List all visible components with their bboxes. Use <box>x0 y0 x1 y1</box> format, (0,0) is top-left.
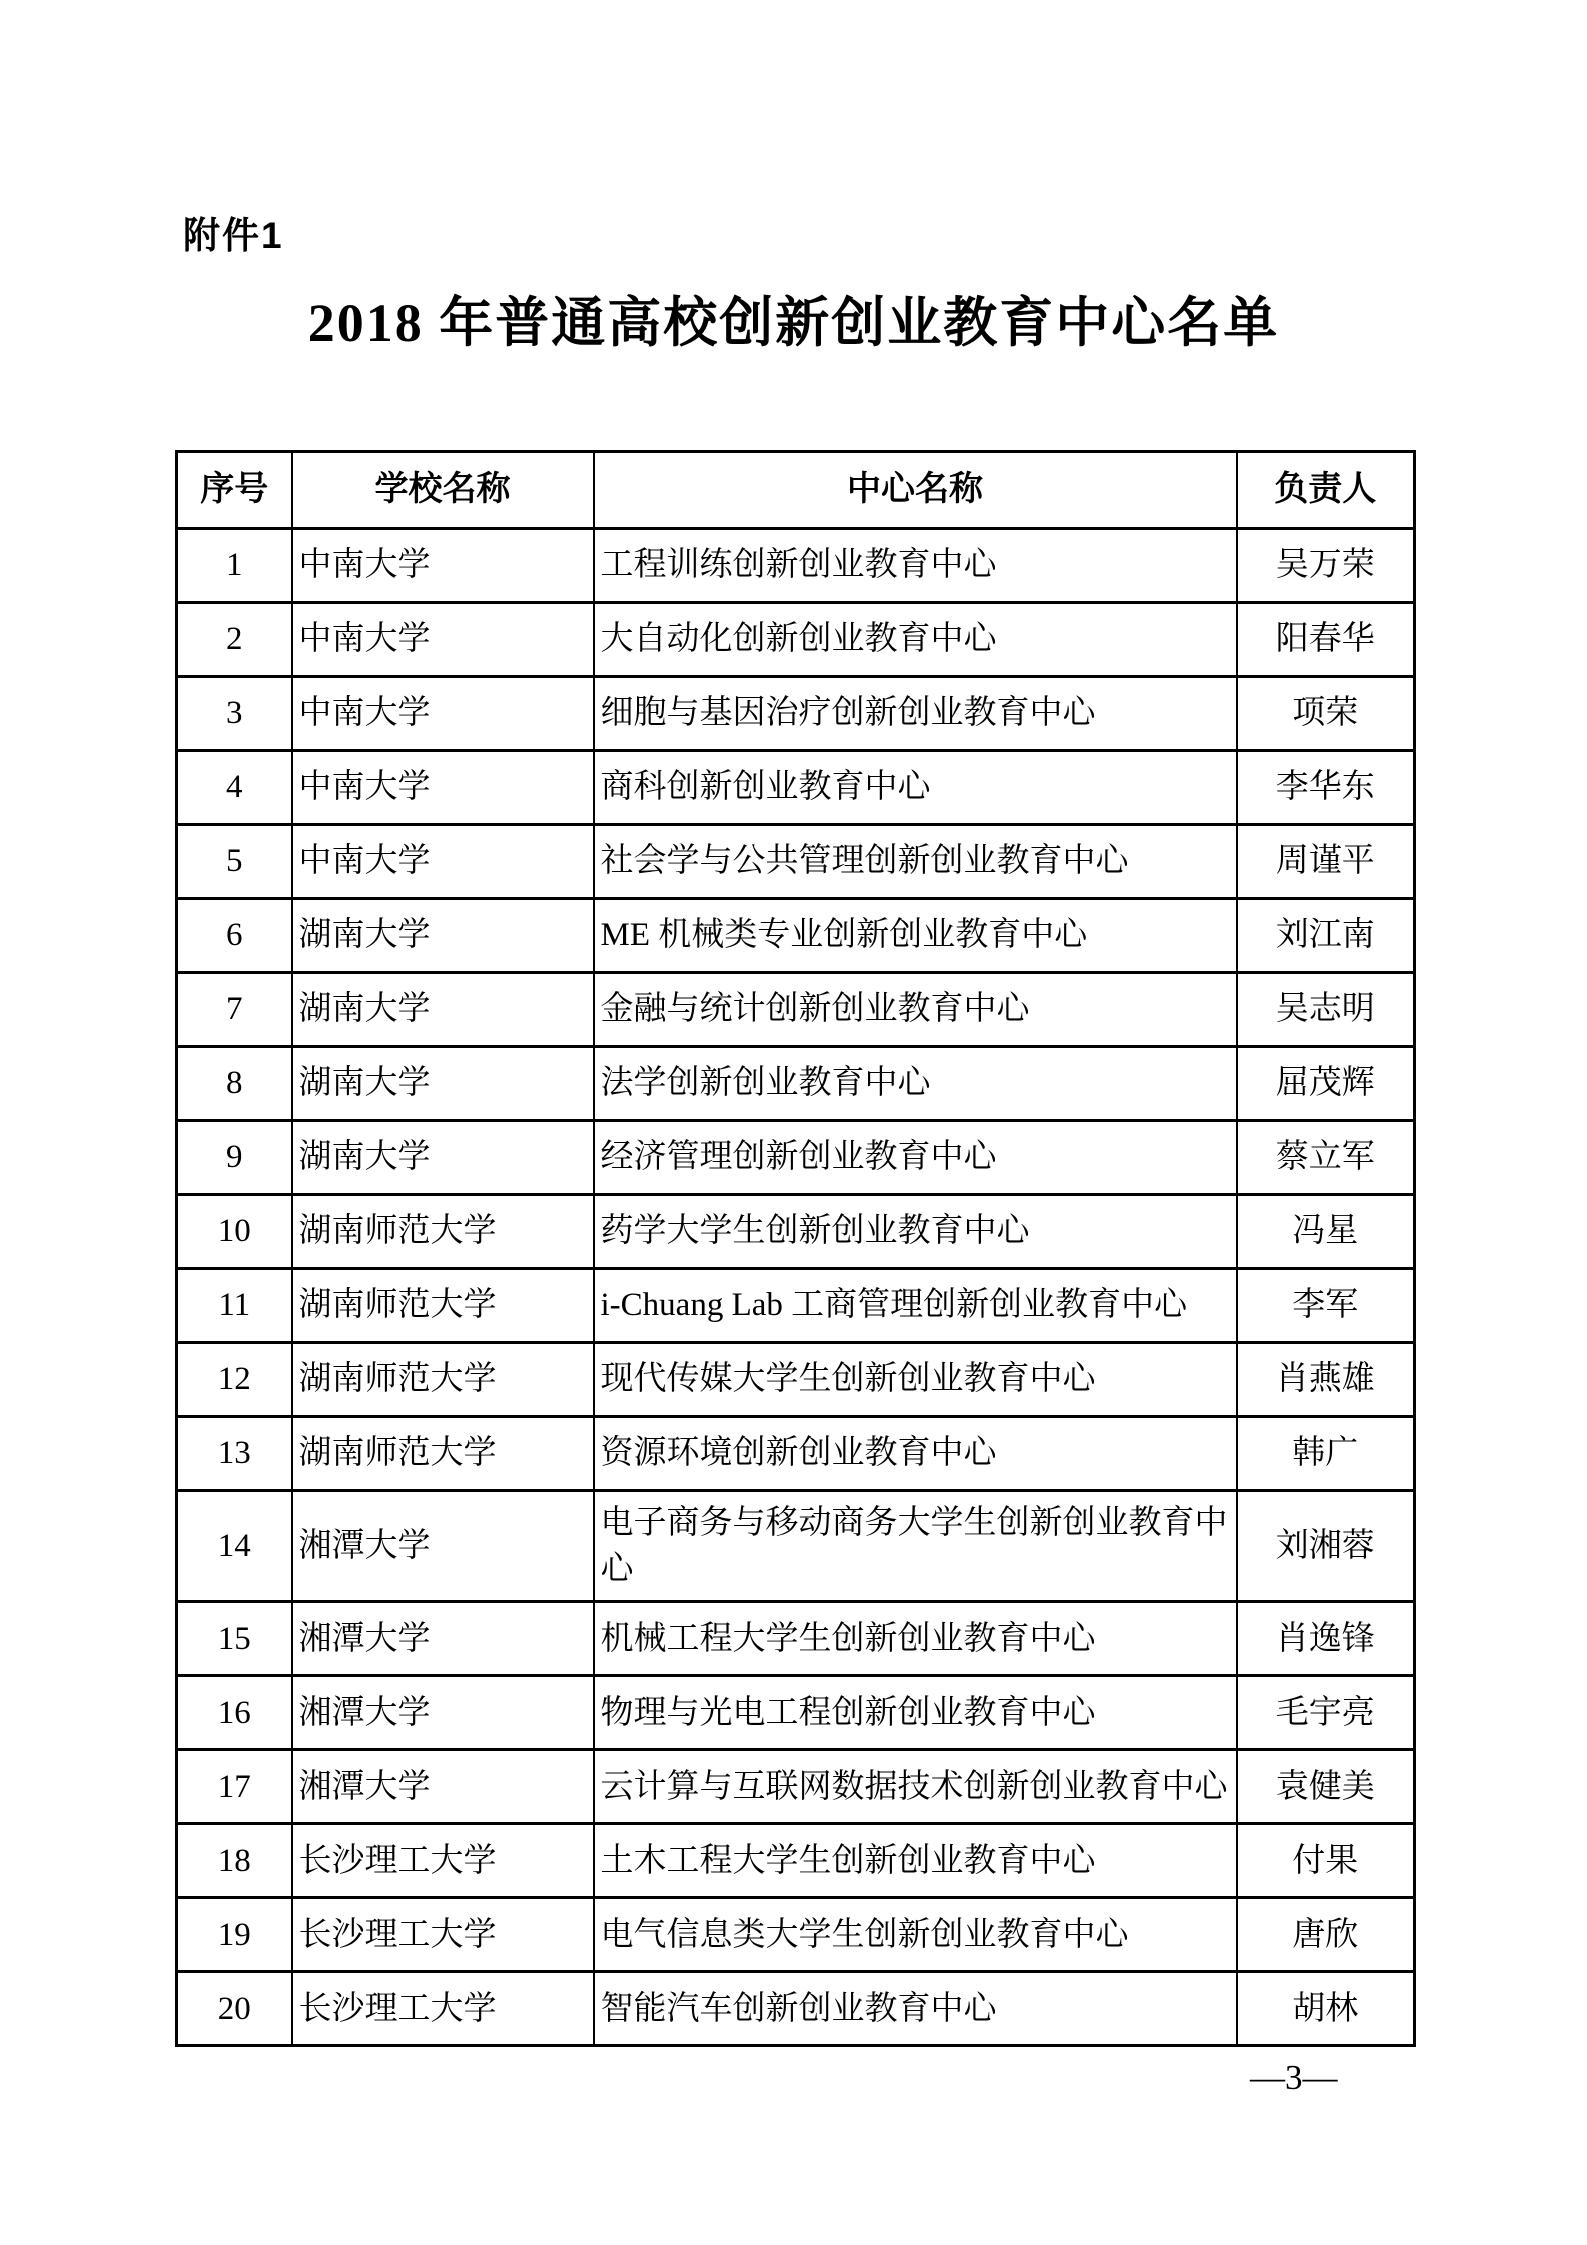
leader-name-cell: 蔡立军 <box>1237 1121 1415 1195</box>
row-number-cell: 9 <box>177 1121 292 1195</box>
leader-name-cell: 刘江南 <box>1237 899 1415 973</box>
school-name-cell: 湘潭大学 <box>292 1750 594 1824</box>
page-number: —3— <box>1250 2058 1338 2097</box>
row-number-cell: 11 <box>177 1269 292 1343</box>
table-row <box>177 1898 1415 1972</box>
center-name-cell: 经济管理创新创业教育中心 <box>594 1121 1237 1195</box>
center-name-cell: ME 机械类专业创新创业教育中心 <box>594 899 1237 973</box>
leader-name-cell: 李华东 <box>1237 751 1415 825</box>
center-name-cell: 现代传媒大学生创新创业教育中心 <box>594 1343 1237 1417</box>
column-header-center: 中心名称 <box>594 452 1237 529</box>
school-name-cell: 中南大学 <box>292 603 594 677</box>
leader-name-cell: 肖逸锋 <box>1237 1602 1415 1676</box>
row-number-cell: 15 <box>177 1602 292 1676</box>
leader-name-cell: 吴万荣 <box>1237 529 1415 603</box>
leader-name-cell: 袁健美 <box>1237 1750 1415 1824</box>
table-row <box>177 751 1415 825</box>
row-number-cell: 10 <box>177 1195 292 1269</box>
table-row <box>177 1602 1415 1676</box>
leader-name-cell: 屈茂辉 <box>1237 1047 1415 1121</box>
school-name-cell: 长沙理工大学 <box>292 1824 594 1898</box>
row-number-cell: 1 <box>177 529 292 603</box>
center-name-cell: i-Chuang Lab 工商管理创新创业教育中心 <box>594 1269 1237 1343</box>
center-name-cell: 电气信息类大学生创新创业教育中心 <box>594 1898 1237 1972</box>
table-row <box>177 529 1415 603</box>
table-row <box>177 603 1415 677</box>
center-name-cell: 云计算与互联网数据技术创新创业教育中心 <box>594 1750 1237 1824</box>
leader-name-cell: 付果 <box>1237 1824 1415 1898</box>
center-name-cell: 大自动化创新创业教育中心 <box>594 603 1237 677</box>
school-name-cell: 长沙理工大学 <box>292 1898 594 1972</box>
school-name-cell: 湖南师范大学 <box>292 1417 594 1491</box>
school-name-cell: 中南大学 <box>292 677 594 751</box>
table-row <box>177 1676 1415 1750</box>
row-number-cell: 8 <box>177 1047 292 1121</box>
leader-name-cell: 项荣 <box>1237 677 1415 751</box>
school-name-cell: 湖南师范大学 <box>292 1269 594 1343</box>
center-name-cell: 机械工程大学生创新创业教育中心 <box>594 1602 1237 1676</box>
leader-name-cell: 肖燕雄 <box>1237 1343 1415 1417</box>
table-header-row <box>177 452 1415 529</box>
row-number-cell: 16 <box>177 1676 292 1750</box>
table-row <box>177 1824 1415 1898</box>
school-name-cell: 中南大学 <box>292 529 594 603</box>
table-row <box>177 1972 1415 2046</box>
table-row <box>177 1491 1415 1602</box>
table-body <box>177 529 1415 2046</box>
leader-name-cell: 李军 <box>1237 1269 1415 1343</box>
table-row <box>177 1343 1415 1417</box>
leader-name-cell: 吴志明 <box>1237 973 1415 1047</box>
row-number-cell: 19 <box>177 1898 292 1972</box>
row-number-cell: 13 <box>177 1417 292 1491</box>
table-row <box>177 973 1415 1047</box>
row-number-cell: 17 <box>177 1750 292 1824</box>
table-row <box>177 677 1415 751</box>
center-name-cell: 社会学与公共管理创新创业教育中心 <box>594 825 1237 899</box>
table-row <box>177 899 1415 973</box>
row-number-cell: 14 <box>177 1491 292 1602</box>
table-row <box>177 1269 1415 1343</box>
table-row <box>177 1750 1415 1824</box>
center-name-cell: 工程训练创新创业教育中心 <box>594 529 1237 603</box>
center-name-cell: 金融与统计创新创业教育中心 <box>594 973 1237 1047</box>
table-row <box>177 1195 1415 1269</box>
school-name-cell: 湖南大学 <box>292 1121 594 1195</box>
school-name-cell: 长沙理工大学 <box>292 1972 594 2046</box>
table-row <box>177 1121 1415 1195</box>
row-number-cell: 2 <box>177 603 292 677</box>
center-name-cell: 药学大学生创新创业教育中心 <box>594 1195 1237 1269</box>
school-name-cell: 湖南师范大学 <box>292 1343 594 1417</box>
column-header-school: 学校名称 <box>292 452 594 529</box>
leader-name-cell: 毛宇亮 <box>1237 1676 1415 1750</box>
column-header-no: 序号 <box>177 452 292 529</box>
centers-table <box>175 450 1416 2047</box>
center-name-cell: 商科创新创业教育中心 <box>594 751 1237 825</box>
center-name-cell: 智能汽车创新创业教育中心 <box>594 1972 1237 2046</box>
row-number-cell: 7 <box>177 973 292 1047</box>
table-row <box>177 825 1415 899</box>
row-number-cell: 12 <box>177 1343 292 1417</box>
center-name-cell: 法学创新创业教育中心 <box>594 1047 1237 1121</box>
school-name-cell: 湘潭大学 <box>292 1491 594 1602</box>
center-name-cell: 电子商务与移动商务大学生创新创业教育中心 <box>594 1491 1237 1602</box>
row-number-cell: 5 <box>177 825 292 899</box>
center-name-cell: 土木工程大学生创新创业教育中心 <box>594 1824 1237 1898</box>
leader-name-cell: 胡林 <box>1237 1972 1415 2046</box>
school-name-cell: 湖南师范大学 <box>292 1195 594 1269</box>
school-name-cell: 湖南大学 <box>292 973 594 1047</box>
leader-name-cell: 周谨平 <box>1237 825 1415 899</box>
center-name-cell: 物理与光电工程创新创业教育中心 <box>594 1676 1237 1750</box>
school-name-cell: 中南大学 <box>292 751 594 825</box>
leader-name-cell: 冯星 <box>1237 1195 1415 1269</box>
row-number-cell: 4 <box>177 751 292 825</box>
leader-name-cell: 刘湘蓉 <box>1237 1491 1415 1602</box>
table-row <box>177 1417 1415 1491</box>
school-name-cell: 中南大学 <box>292 825 594 899</box>
school-name-cell: 湘潭大学 <box>292 1602 594 1676</box>
leader-name-cell: 韩广 <box>1237 1417 1415 1491</box>
school-name-cell: 湘潭大学 <box>292 1676 594 1750</box>
row-number-cell: 3 <box>177 677 292 751</box>
row-number-cell: 6 <box>177 899 292 973</box>
center-name-cell: 细胞与基因治疗创新创业教育中心 <box>594 677 1237 751</box>
leader-name-cell: 阳春华 <box>1237 603 1415 677</box>
table-row <box>177 1047 1415 1121</box>
row-number-cell: 18 <box>177 1824 292 1898</box>
school-name-cell: 湖南大学 <box>292 899 594 973</box>
leader-name-cell: 唐欣 <box>1237 1898 1415 1972</box>
row-number-cell: 20 <box>177 1972 292 2046</box>
school-name-cell: 湖南大学 <box>292 1047 594 1121</box>
attachment-label: 附件1 <box>183 215 284 256</box>
column-header-leader: 负责人 <box>1237 452 1415 529</box>
document-title: 2018 年普通高校创新创业教育中心名单 <box>307 293 1280 353</box>
center-name-cell: 资源环境创新创业教育中心 <box>594 1417 1237 1491</box>
